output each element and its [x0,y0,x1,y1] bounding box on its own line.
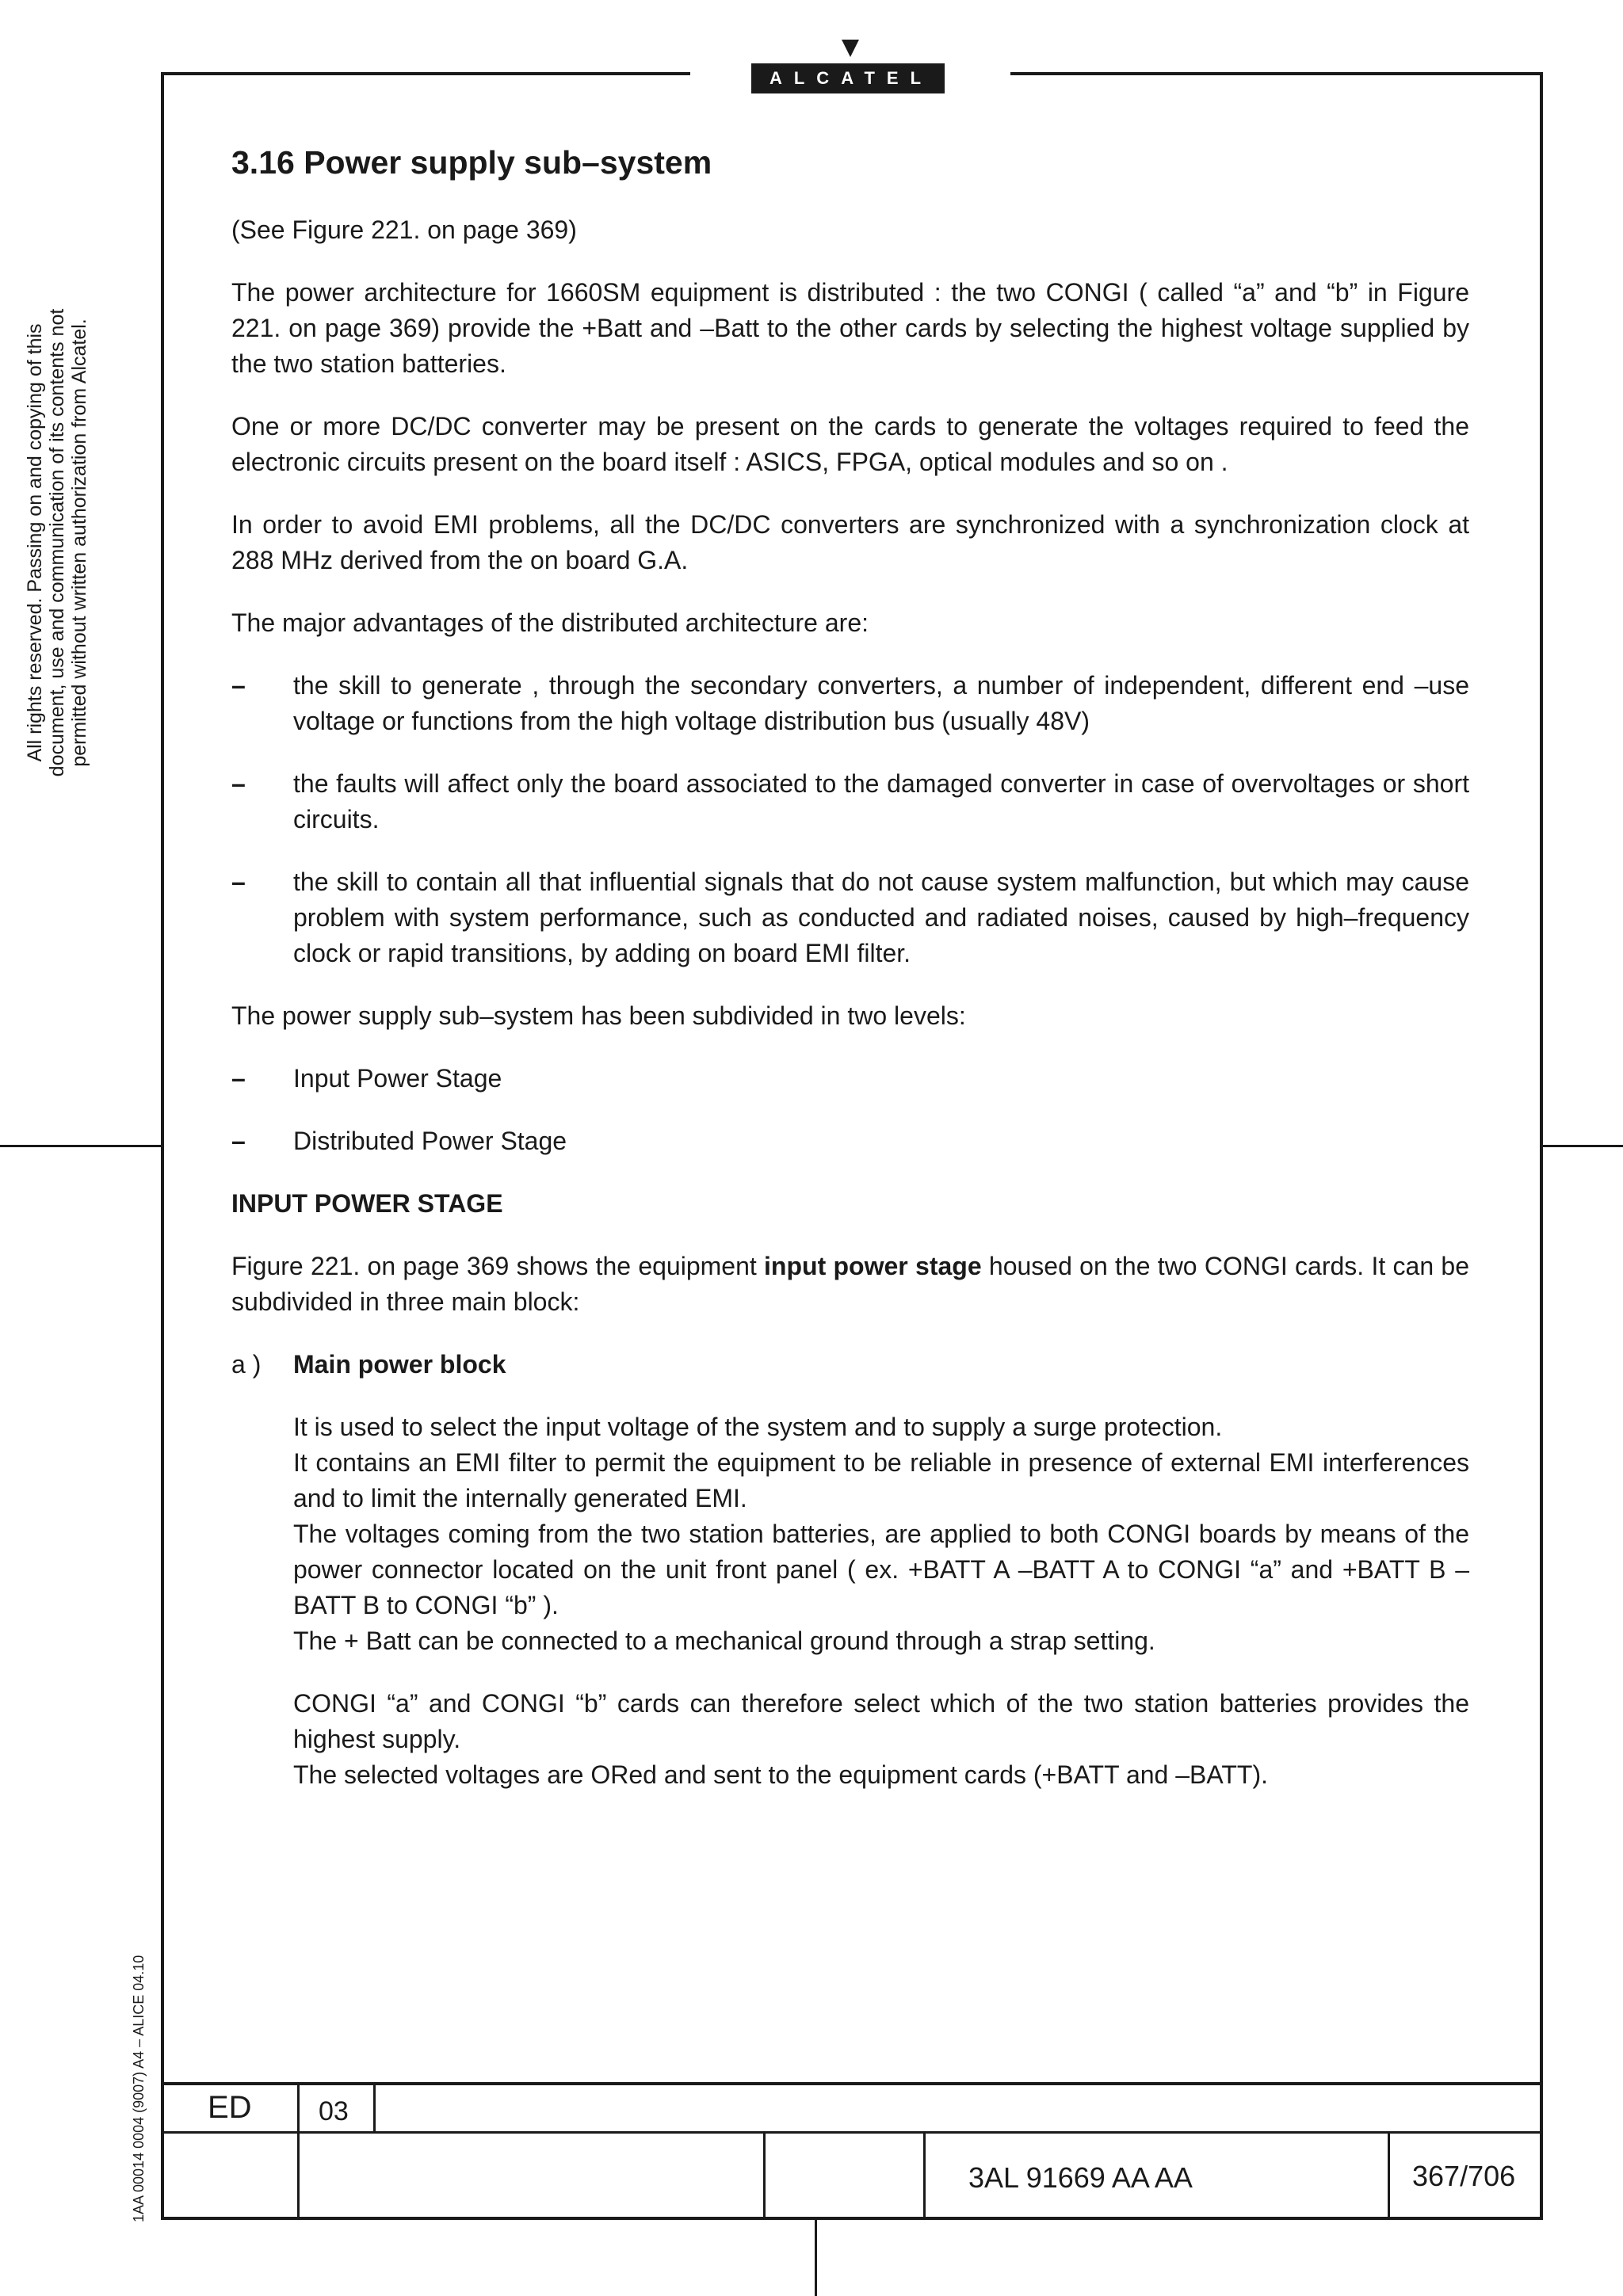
paragraph-advantages-intro: The major advantages of the distributed architecture are: [231,608,869,637]
item-a-title: Main power block [293,1350,506,1379]
document-body [231,143,1469,1820]
paragraph-input-stage [231,1249,1469,1320]
footer-bottom-rule [161,2217,1543,2220]
footer-divider [373,2084,376,2133]
advantage-item [231,766,1469,837]
form-code: 1AA 00014 0004 (9007) A4 – ALICE 04.10 [131,1955,147,2222]
subheading-input-power-stage: INPUT POWER STAGE [231,1189,503,1218]
item-a-line: It contains an EMI filter to permit the equipment to be reliable in presence of external EMI interferences and to limit the internally generated EMI. [293,1448,1469,1512]
input-stage-text-b: housed on the two CONGI cards. It can be subdivided in three main block: [231,1252,1469,1316]
item-a-line: The selected voltages are ORed and sent to the equipment cards (+BATT and –BATT). [293,1760,1268,1789]
dash-marker: – [231,769,246,798]
advantage-item [231,864,1469,971]
section-title: 3.16 Power supply sub–system [231,144,712,181]
advantage-item [231,668,1469,739]
advantage-text: the skill to generate , through the secondary converters, a number of independent, different end –use voltage or functions from the high voltage distribution bus (usually 48V) [293,671,1469,735]
item-a-line: The voltages coming from the two station batteries, are applied to both CONGI boards by means of the power connector located on the unit front panel ( ex. +BATT A –BATT A to CONGI “a” and +BATT B –BATT B to CONGI “b” ). [293,1520,1469,1619]
footer-divider [1388,2133,1390,2218]
item-a-body [231,1409,1469,1793]
footer-top-rule [161,2082,1543,2085]
copyright-notice: All rights reserved. Passing on and copying of this document, use and communication of its contents not permitted without written authorization from Alcatel. [24,308,90,777]
level-item [231,1123,1469,1159]
document-code: 3AL 91669 AA AA [968,2161,1193,2194]
level-text: Distributed Power Stage [293,1127,567,1155]
footer-stem [815,2220,817,2296]
item-a-paragraph-1 [293,1409,1469,1659]
ed-label: ED [208,2090,252,2125]
dash-marker: – [231,1127,246,1155]
footer-divider [297,2084,300,2218]
see-reference: (See Figure 221. on page 369) [231,215,577,244]
footer-divider [923,2133,926,2218]
item-a-heading [231,1347,1469,1383]
ed-value: 03 [319,2096,349,2126]
dash-marker: – [231,1064,246,1093]
page-number: 367/706 [1412,2160,1516,2192]
input-stage-bold: input power stage [764,1252,982,1280]
margin-tick-left [0,1145,161,1147]
paragraph-dcdc: One or more DC/DC converter may be present on the cards to generate the voltages required to feed the electronic circuits present on the board itself : ASICS, FPGA, optical modules and so on . [231,412,1469,476]
item-a-label: a ) [231,1350,262,1379]
paragraph-emi: In order to avoid EMI problems, all the DC/DC converters are synchronized with a synchronization clock at 288 MHz derived from the on board G.A. [231,510,1469,574]
frame-top-right [1010,72,1543,75]
margin-tick-right [1543,1145,1623,1147]
level-text: Input Power Stage [293,1064,502,1093]
dash-marker: – [231,671,246,700]
item-a-line: It is used to select the input voltage of the system and to supply a surge protection. [293,1413,1223,1441]
input-stage-text-a: Figure 221. on page 369 shows the equipment [231,1252,765,1280]
advantage-text: the skill to contain all that influential signals that do not cause system malfunction, but which may cause problem with system performance, such as conducted and radiated noises, caused by high–frequency clock or rapid transitions, by adding on board EMI filter. [293,868,1469,967]
advantage-text: the faults will affect only the board associated to the damaged converter in case of overvoltages or short circuits. [293,769,1469,833]
logo-triangle-icon [842,40,859,57]
paragraph-levels-intro: The power supply sub–system has been subdivided in two levels: [231,1001,966,1030]
alcatel-logo: ALCATEL [751,63,945,93]
level-item [231,1061,1469,1097]
footer-divider [763,2133,766,2218]
footer-mid-rule [161,2131,1543,2134]
frame-top-left [161,72,690,75]
item-a-paragraph-2 [293,1686,1469,1793]
paragraph-architecture: The power architecture for 1660SM equipment is distributed : the two CONGI ( called “a” and “b” in Figure 221. on page 369) provide the +Batt and –Batt to the other cards by selecting the highest voltage supplied by the two station batteries. [231,278,1469,378]
item-a-line: The + Batt can be connected to a mechanical ground through a strap setting. [293,1627,1155,1655]
item-a-line: CONGI “a” and CONGI “b” cards can therefore select which of the two station batteries provides the highest supply. [293,1689,1469,1753]
dash-marker: – [231,868,246,896]
frame-left [161,72,164,2220]
